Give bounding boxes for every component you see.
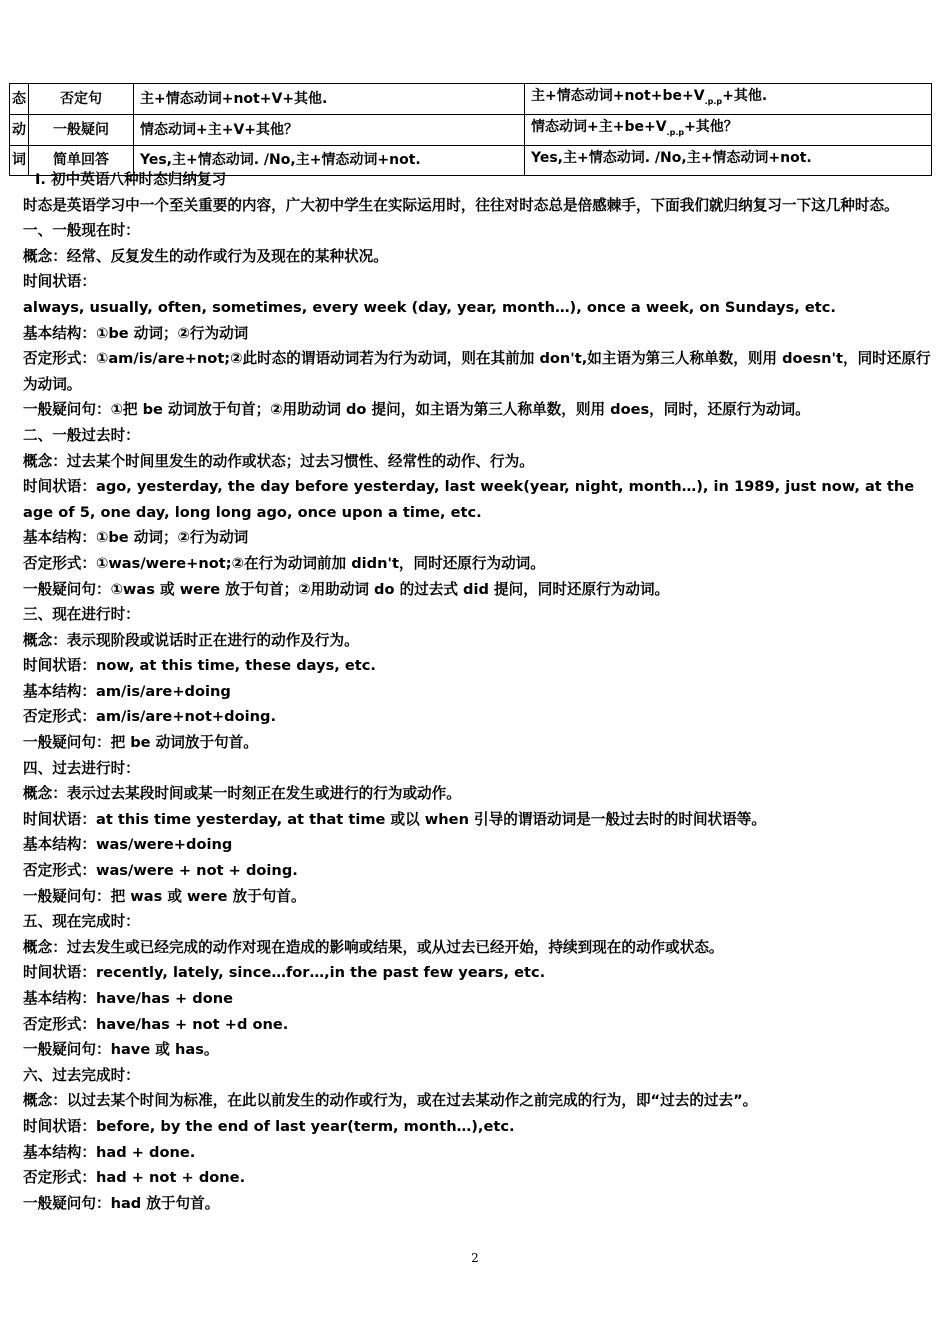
text-line: 否定形式：have/has + not +d one.	[23, 1015, 289, 1033]
text-line: 概念：表示现阶段或说话时正在进行的动作及行为。	[23, 631, 359, 649]
text-line: 概念：表示过去某段时间或某一时刻正在发生或进行的行为或动作。	[23, 785, 461, 803]
text-line: 基本结构：am/is/are+doing	[23, 682, 231, 700]
text-line: 时间状语：before, by the end of last year(term, month…),etc.	[23, 1117, 515, 1135]
text-line: 否定形式：①was/were+not;②在行为动词前加 didn't，同时还原行为动词。	[23, 554, 545, 572]
text-line: 四、过去进行时：	[23, 759, 140, 777]
text-line: 五、现在完成时：	[23, 913, 140, 931]
section-title: Ⅰ. 初中英语八种时态归纳复习	[35, 171, 227, 188]
table-cell: Yes,主+情态动词. /No,主+情态动词+not.	[134, 145, 525, 176]
table-cell: 主+情态动词+not+V+其他.	[134, 84, 525, 115]
table-cell	[525, 114, 932, 145]
cell-subscript: .p.p	[704, 96, 723, 106]
page-number: 2	[471, 1251, 479, 1265]
table-row-kind: 简单回答	[29, 145, 134, 176]
text-line: 否定形式：am/is/are+not+doing.	[23, 708, 277, 726]
table-side-char: 词	[10, 145, 29, 176]
text-line: 否定形式：①am/is/are+not;②此时态的谓语动词若为行为动词，则在其前加 don't,如主语为第三人称单数，则用 doesn't，同时还原行为动词。	[23, 350, 931, 393]
text-line: 概念：经常、反复发生的动作或行为及现在的某种状况。	[23, 247, 388, 265]
text-line: 时间状语：	[23, 273, 96, 291]
table-row	[10, 84, 932, 115]
cell-text: +其他.	[722, 88, 768, 104]
text-line: 时间状语：now, at this time, these days, etc.	[23, 657, 376, 675]
text-line: 一般疑问句：把 was 或 were 放于句首。	[23, 887, 306, 905]
modal-verb-table	[9, 83, 932, 176]
text-line: 时间状语：at this time yesterday, at that time 或以 when 引导的谓语动词是一般过去时的时间状语等。	[23, 810, 766, 828]
intro-paragraph: 时态是英语学习中一个至关重要的内容，广大初中学生在实际运用时，往往对时态总是倍感棘手，下面我们就归纳复习一下这几种时态。	[23, 196, 899, 214]
text-line: 六、过去完成时：	[23, 1066, 140, 1084]
text-line: 一般疑问句：have 或 has。	[23, 1041, 219, 1059]
text-line: 一般疑问句：①was 或 were 放于句首；②用助动词 do 的过去式 did 提问，同时还原行为动词。	[23, 580, 670, 598]
cell-subscript: .p.p	[666, 127, 685, 137]
table-cell: 情态动词+主+V+其他？	[134, 114, 525, 145]
text-line: 概念：以过去某个时间为标准，在此以前发生的动作或行为，或在过去某动作之前完成的行为，即“过去的过去”。	[23, 1092, 758, 1110]
table-side-char: 态	[10, 84, 29, 115]
text-line: 概念：过去某个时间里发生的动作或状态；过去习惯性、经常性的动作、行为。	[23, 452, 534, 470]
text-line: 一般疑问句：把 be 动词放于句首。	[23, 734, 258, 752]
cell-text: +其他？	[684, 118, 738, 135]
cell-text: Yes,主+情态动词. /No,主+情态动词+not.	[531, 149, 812, 166]
text-line: 三、现在进行时：	[23, 606, 140, 624]
text-line: 概念：过去发生或已经完成的动作对现在造成的影响或结果，或从过去已经开始，持续到现在的动作或状态。	[23, 938, 724, 956]
text-line: 一般疑问句：had 放于句首。	[23, 1194, 220, 1212]
text-line: 否定形式：had + not + done.	[23, 1169, 246, 1187]
text-line: 一般疑问句：①把 be 动词放于句首；②用助动词 do 提问，如主语为第三人称单数，则用 does，同时，还原行为动词。	[23, 401, 810, 419]
text-line: 基本结构：was/were+doing	[23, 836, 233, 854]
text-line: 基本结构：①be 动词；②行为动词	[23, 529, 249, 547]
text-line: 时间状语：recently, lately, since…for…,in the past few years, etc.	[23, 964, 546, 982]
text-line: 基本结构：had + done.	[23, 1143, 196, 1161]
document-body	[23, 167, 933, 1216]
table-row-kind: 否定句	[29, 84, 134, 115]
cell-text: 主+情态动词+not+be+V	[531, 88, 705, 104]
table-side-char: 动	[10, 114, 29, 145]
text-line: 否定形式：was/were + not + doing.	[23, 862, 298, 880]
text-line: 基本结构：have/has + done	[23, 990, 234, 1007]
text-line: always, usually, often, sometimes, every week (day, year, month…), once a week, on Sundays, etc.	[23, 298, 836, 316]
table-row-kind: 一般疑问	[29, 114, 134, 145]
table-cell	[525, 84, 932, 115]
text-line: 基本结构：①be 动词；②行为动词	[23, 324, 249, 342]
table-row	[10, 114, 932, 145]
text-line: 二、一般过去时：	[23, 426, 140, 444]
cell-text: 情态动词+主+be+V	[531, 118, 667, 135]
text-line: 一、一般现在时：	[23, 222, 140, 240]
text-line: 时间状语：ago, yesterday, the day before yesterday, last week(year, night, month…), in 1989, just now, at the age of 5, one day, long long ago, once upon a time, etc.	[23, 478, 915, 521]
